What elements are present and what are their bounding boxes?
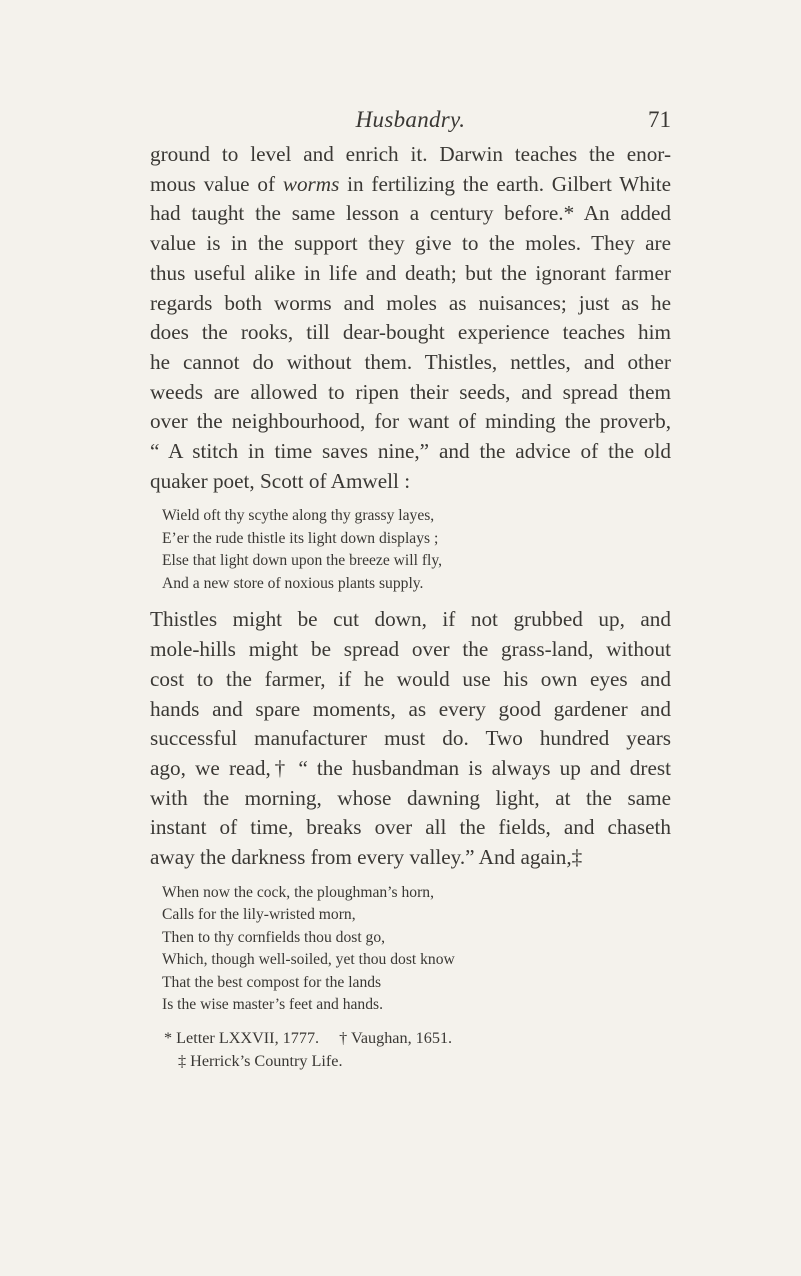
page-header: [150, 107, 671, 137]
verse-line: Wield oft thy scythe along thy grassy layes,: [162, 507, 435, 525]
footnotes: [150, 1027, 671, 1073]
page-number: 71: [648, 107, 671, 132]
text-line: regards both worms and moles as nuisances; just as he: [150, 290, 671, 315]
footnote-row: [164, 1050, 671, 1073]
verse-line: That the best compost for the lands: [162, 973, 382, 991]
verse-line: Then to thy cornfields thou dost go,: [162, 928, 386, 946]
verse-quotation-2: [150, 882, 671, 1017]
text-line: he cannot do without them. Thistles, nettles, and other: [150, 349, 671, 374]
text-line: ago, we read,† “ the husbandman is always up and drest: [150, 755, 671, 780]
italic-word: worms: [282, 171, 340, 196]
verse-line: E’er the rude thistle its light down displays ;: [162, 529, 439, 547]
verse-line: Else that light down upon the breeze will fly,: [162, 552, 443, 570]
verse-line: When now the cock, the ploughman’s horn,: [162, 883, 434, 901]
footnote-row: [164, 1027, 671, 1050]
text-line: quaker poet, Scott of Amwell :: [150, 468, 411, 493]
text-line: value is in the support they give to the moles. They are: [150, 231, 671, 256]
text-line: hands and spare moments, as every good gardener and: [150, 696, 671, 721]
body-text: [150, 140, 671, 1073]
text-line: over the neighbourhood, for want of minding the proverb,: [150, 409, 671, 434]
footnote-2: † Vaughan, 1651.: [339, 1028, 453, 1047]
text-line: thus useful alike in life and death; but the ignorant farmer: [150, 260, 671, 285]
text-line: Thistles might be cut down, if not grubbed up, and: [150, 607, 671, 632]
paragraph-2: [150, 605, 671, 872]
text-line: weeds are allowed to ripen their seeds, and spread them: [150, 379, 671, 404]
verse-quotation-1: [150, 505, 671, 595]
text-line: with the morning, whose dawning light, at the same: [150, 785, 671, 810]
text-line: had taught the same lesson a century before.* An added: [150, 201, 671, 226]
text-line: successful manufacturer must do. Two hundred years: [150, 726, 671, 751]
text-line: mole-hills might be spread over the grass-land, without: [150, 637, 671, 662]
text-line: mous value of worms in fertilizing the earth. Gilbert White: [150, 171, 671, 196]
text-line: ground to level and enrich it. Darwin teaches the enor-: [150, 142, 671, 166]
verse-line: And a new store of noxious plants supply.: [162, 574, 424, 592]
footnote-1: * Letter LXXVII, 1777.: [164, 1028, 320, 1047]
verse-line: Calls for the lily-wristed morn,: [162, 906, 356, 924]
text-line: away the darkness from every valley.” And again,‡: [150, 845, 583, 870]
text-line: cost to the farmer, if he would use his own eyes and: [150, 666, 671, 691]
text-line: instant of time, breaks over all the fields, and chaseth: [150, 815, 671, 840]
footnote-3: ‡ Herrick’s Country Life.: [178, 1051, 343, 1070]
paragraph-1: [150, 140, 671, 496]
verse-line: Is the wise master’s feet and hands.: [162, 996, 383, 1014]
running-title: Husbandry.: [355, 107, 466, 132]
text-line: does the rooks, till dear-bought experience teaches him: [150, 320, 671, 345]
verse-line: Which, though well-soiled, yet thou dost know: [162, 951, 455, 969]
text-line: “ A stitch in time saves nine,” and the advice of the old: [150, 439, 671, 464]
